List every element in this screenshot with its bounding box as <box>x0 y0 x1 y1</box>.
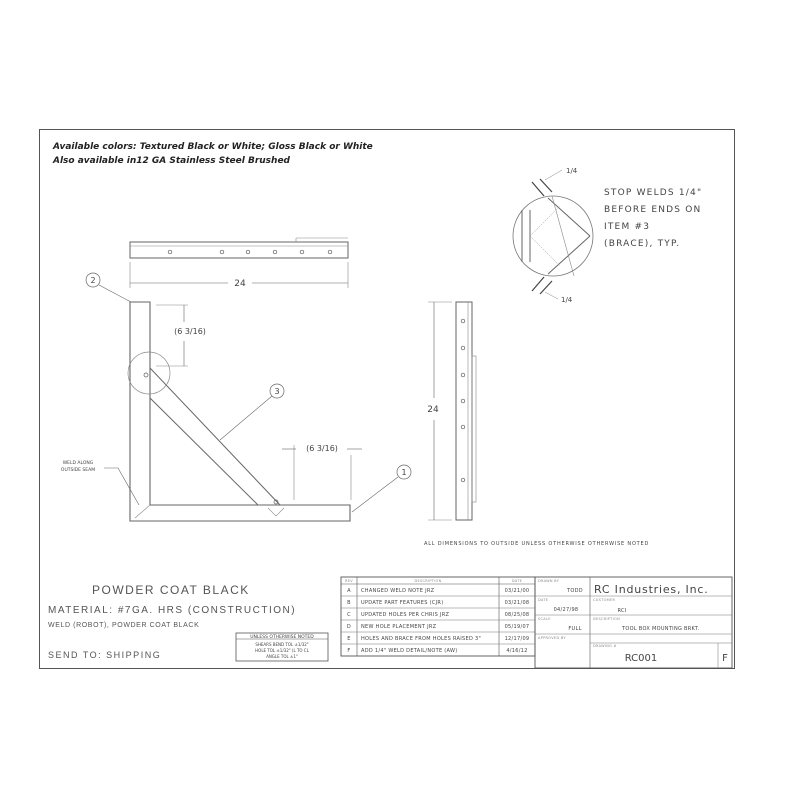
svg-text:NEW HOLE PLACEMENT JRZ: NEW HOLE PLACEMENT JRZ <box>361 624 437 630</box>
material-label: MATERIAL: #7GA. HRS (CONSTRUCTION) <box>48 605 297 616</box>
side-view-bar <box>456 302 472 520</box>
svg-text:DESCRIPTION: DESCRIPTION <box>593 617 620 621</box>
svg-text:CHANGED WELD NOTE JRZ: CHANGED WELD NOTE JRZ <box>361 588 435 594</box>
svg-text:F: F <box>347 648 351 654</box>
weld-note-line1: WELD ALONG <box>62 461 94 466</box>
drawing-revision: F <box>722 653 728 664</box>
colors-note-line1: Available colors: Textured Black or White; Gloss Black or White <box>53 142 373 152</box>
hole-mark <box>246 250 250 254</box>
svg-text:05/19/07: 05/19/07 <box>504 624 530 630</box>
svg-text:UNLESS OTHERWISE NOTED: UNLESS OTHERWISE NOTED <box>250 635 314 640</box>
top-view <box>130 238 348 289</box>
svg-text:HOLE TOL ±1/32" (L TO CL: HOLE TOL ±1/32" (L TO CL <box>255 648 309 653</box>
revision-row <box>347 588 529 594</box>
revision-row <box>347 600 529 606</box>
weld-note-2: BEFORE ENDS ON <box>604 205 702 215</box>
title-block <box>535 577 732 668</box>
svg-text:DRAWN BY: DRAWN BY <box>538 579 560 583</box>
company-name: RC Industries, Inc. <box>594 583 709 596</box>
revision-row <box>347 612 529 618</box>
svg-text:E: E <box>347 636 351 642</box>
weld-note-4: (BRACE), TYP. <box>604 239 681 249</box>
drawing-number: RC001 <box>624 653 658 664</box>
hole-mark <box>168 250 172 254</box>
powder-coat-label: POWDER COAT BLACK <box>92 583 250 597</box>
weld-note-1: STOP WELDS 1/4" <box>604 188 703 198</box>
hole-mark <box>461 373 465 377</box>
svg-text:4/16/12: 4/16/12 <box>506 648 528 654</box>
tolerance-box <box>236 633 328 661</box>
svg-text:03/21/08: 03/21/08 <box>504 600 530 606</box>
horizontal-dimension: (6 3/16) <box>306 444 338 453</box>
hole-mark <box>328 250 332 254</box>
weld-note-line2: OUTSIDE SEAM <box>60 468 96 473</box>
front-view <box>61 273 411 521</box>
weld-finish-label: WELD (ROBOT), POWDER COAT BLACK <box>48 622 200 629</box>
revision-row <box>347 624 530 630</box>
send-to-label: SEND TO: SHIPPING <box>48 650 162 660</box>
svg-text:B: B <box>347 600 351 606</box>
svg-text:03/21/00: 03/21/00 <box>504 588 530 594</box>
side-view <box>427 302 476 520</box>
weld-note-3: ITEM #3 <box>604 222 651 232</box>
svg-text:HOLES AND BRACE FROM HOLES RAI: HOLES AND BRACE FROM HOLES RAISED 3" <box>361 636 482 642</box>
weld-detail <box>513 167 702 304</box>
side-view-dimension: 24 <box>427 405 439 415</box>
svg-text:SHEARS BEND TOL ±1/32": SHEARS BEND TOL ±1/32" <box>255 642 309 647</box>
weld-dim-top: 1/4 <box>566 167 578 175</box>
hole-mark <box>220 250 224 254</box>
svg-text:1: 1 <box>401 468 407 477</box>
top-view-bar <box>130 242 348 258</box>
svg-text:ADD 1/4" WELD DETAIL/NOTE (AW): ADD 1/4" WELD DETAIL/NOTE (AW) <box>361 648 458 654</box>
svg-text:CUSTOMER: CUSTOMER <box>593 598 616 602</box>
description: TOOL BOX MOUNTING BRKT. <box>622 626 700 632</box>
svg-text:A: A <box>347 588 351 594</box>
svg-text:DATE: DATE <box>511 579 523 583</box>
svg-text:3: 3 <box>274 387 280 396</box>
hole-mark <box>461 319 465 323</box>
drawing-scale: FULL <box>568 626 582 632</box>
svg-text:12/17/09: 12/17/09 <box>504 636 530 642</box>
svg-text:REV: REV <box>345 579 353 583</box>
svg-text:C: C <box>347 612 351 618</box>
svg-text:D: D <box>346 624 352 630</box>
revision-table <box>341 577 535 656</box>
svg-text:UPDATED HOLES PER CHRIS JRZ: UPDATED HOLES PER CHRIS JRZ <box>361 612 450 618</box>
hole-mark <box>461 425 465 429</box>
hole-mark <box>273 250 277 254</box>
svg-text:APPROVED BY: APPROVED BY <box>538 636 566 640</box>
drawn-by: TODD <box>567 588 583 594</box>
top-view-dimension: 24 <box>234 279 246 289</box>
svg-text:08/25/08: 08/25/08 <box>504 612 530 618</box>
hole-mark <box>461 346 465 350</box>
drawing-date: 04/27/98 <box>553 607 579 613</box>
general-note: ALL DIMENSIONS TO OUTSIDE UNLESS OTHERWISE OTHERWISE NOTED <box>424 541 650 547</box>
hole-mark <box>461 478 465 482</box>
svg-text:DRAWING #: DRAWING # <box>593 644 617 648</box>
svg-text:UPDATE PART FEATURES (CJR): UPDATE PART FEATURES (CJR) <box>361 600 444 606</box>
detail-circle <box>128 352 170 394</box>
colors-note-line2: Also available in12 GA Stainless Steel Brushed <box>53 156 290 166</box>
svg-text:ANGLE TOL ±1°: ANGLE TOL ±1° <box>266 654 298 659</box>
svg-text:DATE: DATE <box>538 598 549 602</box>
hole-mark <box>300 250 304 254</box>
revision-row <box>347 648 527 654</box>
weld-detail-circle <box>513 196 593 276</box>
vertical-dimension: (6 3/16) <box>174 327 206 336</box>
hole-mark <box>461 399 465 403</box>
customer: RCI <box>617 608 627 614</box>
weld-dim-bottom: 1/4 <box>561 296 573 304</box>
revision-row <box>347 636 529 642</box>
svg-text:2: 2 <box>90 276 96 285</box>
svg-text:DESCRIPTION: DESCRIPTION <box>414 579 442 583</box>
svg-text:SCALE: SCALE <box>538 617 551 621</box>
